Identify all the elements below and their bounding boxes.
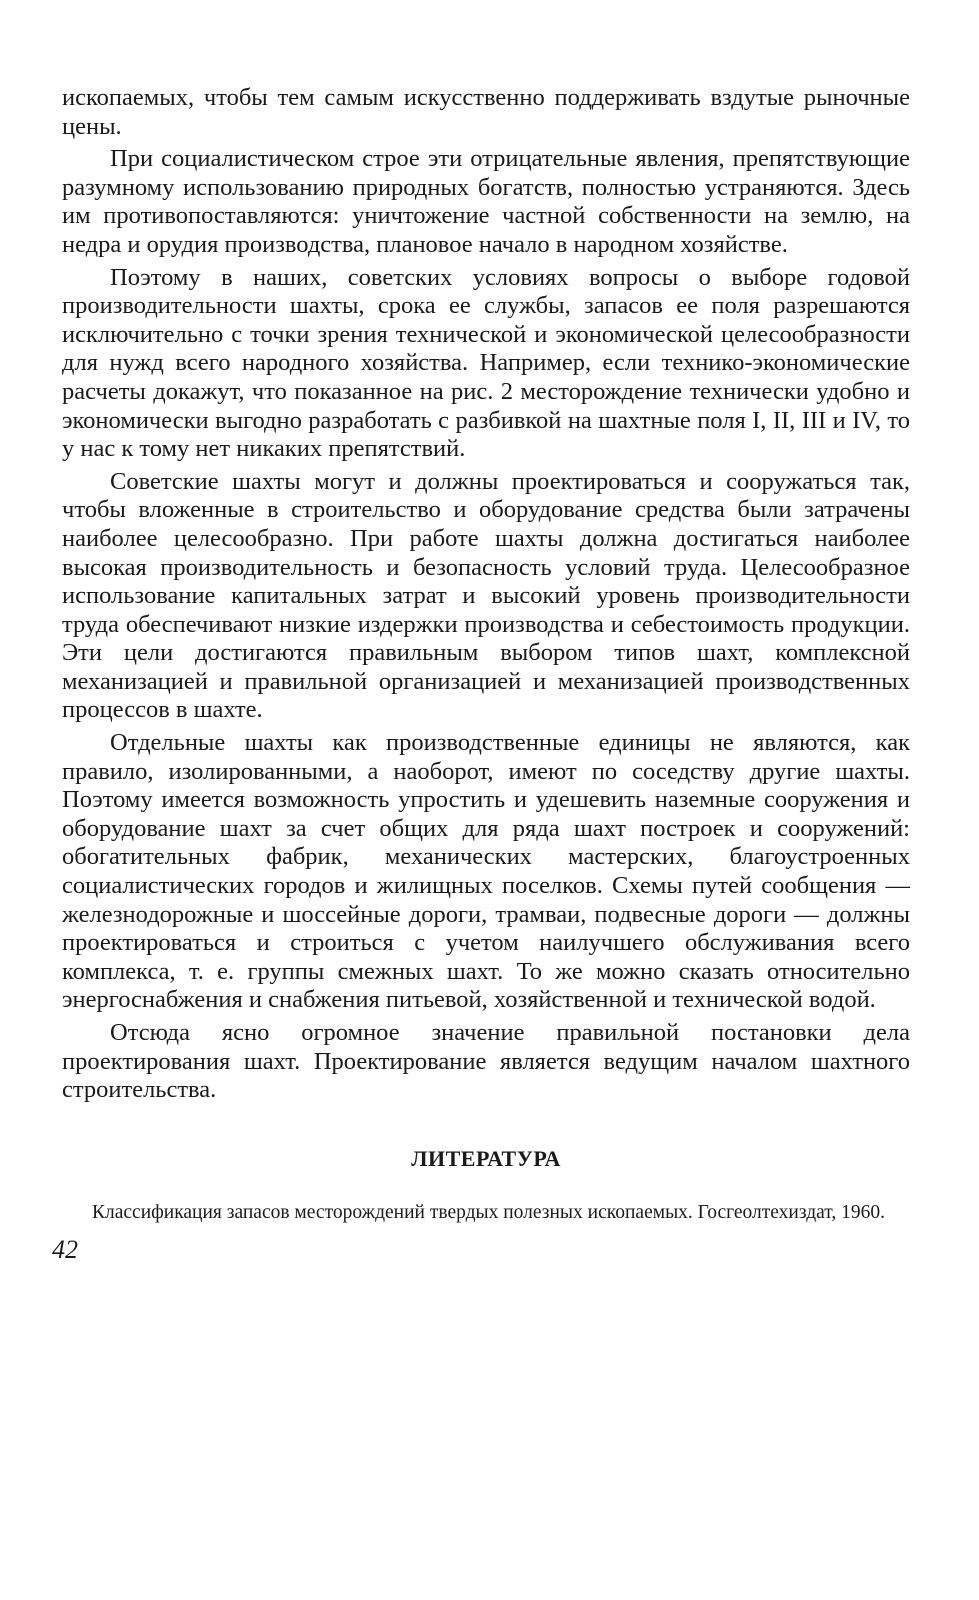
- literature-heading: ЛИТЕРАТУРА: [411, 1145, 561, 1171]
- document-page: [52, 84, 910, 1265]
- paragraph-soviet-mines: Советские шахты могут и должны проектироваться и сооружаться так, чтобы вложенные в строительство и оборудование средства были затрачены наиболее целесообразно. При работе шахты должна достигаться наиболее высокая производительность и безопасность условий труда. Целесообразное использование капитальных затрат и высокий уровень производительности труда обеспечивают низкие издержки производства и себестоимость продукции. Эти цели достигаются правильным выбором типов шахт, комплексной механизацией и правильной организацией и механизацией производственных процессов в шахте.: [62, 467, 910, 724]
- reference-entry: Классификация запасов месторождений твердых полезных ископаемых. Госгеолтехиздат, 1960.: [92, 1201, 885, 1223]
- paragraph-conclusion: Отсюда ясно огромное значение правильной постановки дела проектирования шахт. Проектирование является ведущим началом шахтного строительства.: [62, 1019, 910, 1104]
- paragraph-continuation: ископаемых, чтобы тем самым искусственно поддерживать вздутые рыночные цены.: [62, 84, 910, 140]
- page-number: 42: [52, 1234, 78, 1264]
- paragraph-socialist-system: При социалистическом строе эти отрицательные явления, препятствующие разумному использованию природных богатств, полностью устраняются. Здесь им противопоставляются: уничтожение частной собственности на землю, на недра и орудия производства, плановое начало в народном хозяйстве.: [62, 145, 910, 258]
- paragraph-soviet-conditions: Поэтому в наших, советских условиях вопросы о выборе годовой производительности шахты, срока ее службы, запасов ее поля разрешаются исключительно с точки зрения технической и экономической целесообразности для нужд всего народного хозяйства. Например, если технико-экономические расчеты докажут, что показанное на рис. 2 месторождение технически удобно и экономически выгодно разработать с разбивкой на шахтные поля I, II, III и IV, то у нас к тому нет никаких препятствий.: [62, 263, 910, 463]
- paragraph-neighboring-mines: Отдельные шахты как производственные единицы не являются, как правило, изолированными, а наоборот, имеют по соседству другие шахты. Поэтому имеется возможность упростить и удешевить наземные сооружения и оборудование шахт за счет общих для ряда шахт построек и сооружений: обогатительных фабрик, механических мастерских, благоустроенных социалистических городов и жилищных поселков. Схемы путей сообщения — железнодорожные и шоссейные дороги, трамваи, подвесные дороги — должны проектироваться и строиться с учетом наилучшего обслуживания всего комплекса, т. е. группы смежных шахт. То же можно сказать относительно энергоснабжения и снабжения питьевой, хозяйственной и технической водой.: [62, 729, 910, 1014]
